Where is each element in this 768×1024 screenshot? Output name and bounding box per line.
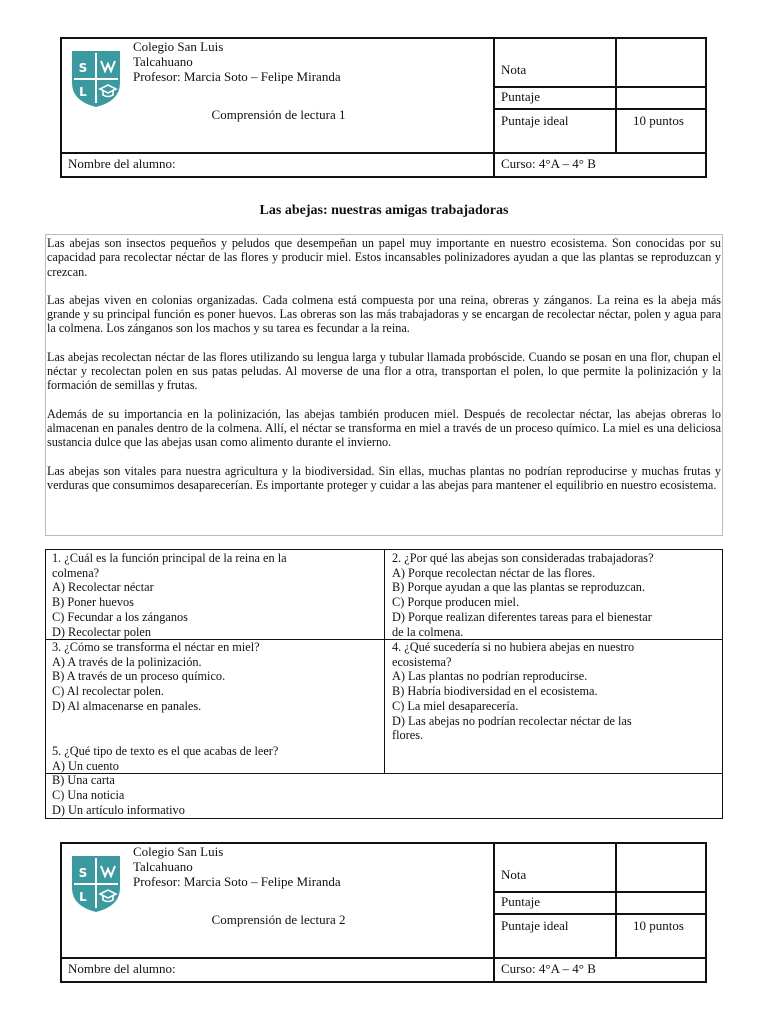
school-logo-icon <box>70 854 122 914</box>
teachers: Profesor: Marcia Soto – Felipe Miranda <box>133 874 341 889</box>
logo-letter-s: S <box>78 61 88 75</box>
score-grid <box>495 844 705 957</box>
article-paragraph: Las abejas recolectan néctar de las flores utilizando su lengua larga y tubular llamada probóscide. Cuando se posan en una flor, chupan el néctar y recolectan polen en sus patas peludas. Al moverse de una flor a otra, transportan el polen, lo que permite la polinización y la formación de semillas y frutas. <box>47 349 721 393</box>
school-name: Colegio San Luis <box>133 844 224 859</box>
article-text <box>45 234 723 536</box>
reading-title: Comprensión de lectura 1 <box>211 107 346 122</box>
logo-letter-l: L <box>79 890 87 904</box>
header-bottom-row <box>62 957 705 983</box>
puntaje-ideal-label: Puntaje ideal <box>501 113 569 128</box>
nota-label: Nota <box>501 62 527 77</box>
article-paragraph: Las abejas son vitales para nuestra agricultura y la biodiversidad. Sin ellas, muchas plantas no podrían reproducirse y muchas frutas y verduras que consumimos desaparecerían. Es importante proteger y cuidar a las abejas para mantener el equilibrio en nuestro ecosistema. <box>47 463 721 492</box>
question-1: 1. ¿Cuál es la función principal de la reina en la colmena? A) Recolectar néctar B) Poner huevos C) Fecundar a los zánganos D) Recolectar polen <box>52 551 287 639</box>
student-name-label: Nombre del alumno: <box>68 961 176 976</box>
student-name-label: Nombre del alumno: <box>68 156 176 171</box>
worksheet-header-2 <box>60 842 707 983</box>
article-paragraph: Las abejas viven en colonias organizadas. Cada colmena está compuesta por una reina, obreras y zánganos. La reina es la abeja más grande y su principal función es poner huevos. Las obreras son las más trabajadoras y se encargan de recolectar néctar, polen y agua para la colmena. Los zánganos son los machos y su tarea es fecundar a la reina. <box>47 292 721 336</box>
puntaje-ideal-value: 10 puntos <box>633 113 684 128</box>
reading-title: Comprensión de lectura 2 <box>211 912 346 927</box>
puntaje-label: Puntaje <box>501 89 540 104</box>
school-name: Colegio San Luis <box>133 39 224 54</box>
questions-table <box>45 549 723 819</box>
article-title: Las abejas: nuestras amigas trabajadoras <box>259 203 509 218</box>
course-label: Curso: 4°A – 4° B <box>501 156 596 171</box>
header-info <box>62 39 495 152</box>
question-4: 4. ¿Qué sucedería si no hubiera abejas en nuestro ecosistema? A) Las plantas no podrían reproducirse. B) Habría biodiversidad en el ecosistema. C) La miel desaparecería. D) Las abejas no podrían recolectar néctar de las flores. <box>392 640 635 743</box>
course-label: Curso: 4°A – 4° B <box>501 961 596 976</box>
question-5: 5. ¿Qué tipo de texto es el que acabas de leer? A) Un cuento B) Una carta C) Una noticia D) Un artículo informativo <box>52 744 279 817</box>
score-grid <box>495 39 705 152</box>
logo-letter-s: S <box>78 866 88 880</box>
school-info <box>133 844 341 889</box>
question-2: 2. ¿Por qué las abejas son consideradas trabajadoras? A) Porque recolectan néctar de las flores. B) Porque ayudan a que las plantas se reproduzcan. C) Porque producen miel. D) Porque realizan diferentes tareas para el bienestar de la colmena. <box>392 551 654 639</box>
worksheet-header <box>60 37 707 178</box>
school-logo-icon <box>70 49 122 109</box>
school-city: Talcahuano <box>133 54 193 69</box>
header-bottom-row <box>62 152 705 178</box>
puntaje-label: Puntaje <box>501 894 540 909</box>
question-3: 3. ¿Cómo se transforma el néctar en miel? A) A través de la polinización. B) A través de un proceso químico. C) Al recolectar polen. D) Al almacenarse en panales. <box>52 640 260 713</box>
article-paragraph: Además de su importancia en la polinización, las abejas también producen miel. Después de recolectar néctar, las abejas obreras lo almacenan en panales dentro de la colmena. Allí, el néctar se transforma en miel a través de un proceso químico. La miel es una deliciosa sustancia dulce que las abejas usan como alimento durante el invierno. <box>47 406 721 450</box>
article-paragraph: Las abejas son insectos pequeños y peludos que desempeñan un papel muy importante en nuestro ecosistema. Son conocidas por su capacidad para recolectar néctar de las flores y producir miel. Estos incansables polinizadores ayudan a que las plantas se reproduzcan y crezcan. <box>47 236 721 279</box>
logo-letter-l: L <box>79 85 87 99</box>
puntaje-ideal-value: 10 puntos <box>633 918 684 933</box>
teachers: Profesor: Marcia Soto – Felipe Miranda <box>133 69 341 84</box>
header-info <box>62 844 495 957</box>
puntaje-ideal-label: Puntaje ideal <box>501 918 569 933</box>
school-city: Talcahuano <box>133 859 193 874</box>
nota-label: Nota <box>501 867 527 882</box>
school-info <box>133 39 341 84</box>
